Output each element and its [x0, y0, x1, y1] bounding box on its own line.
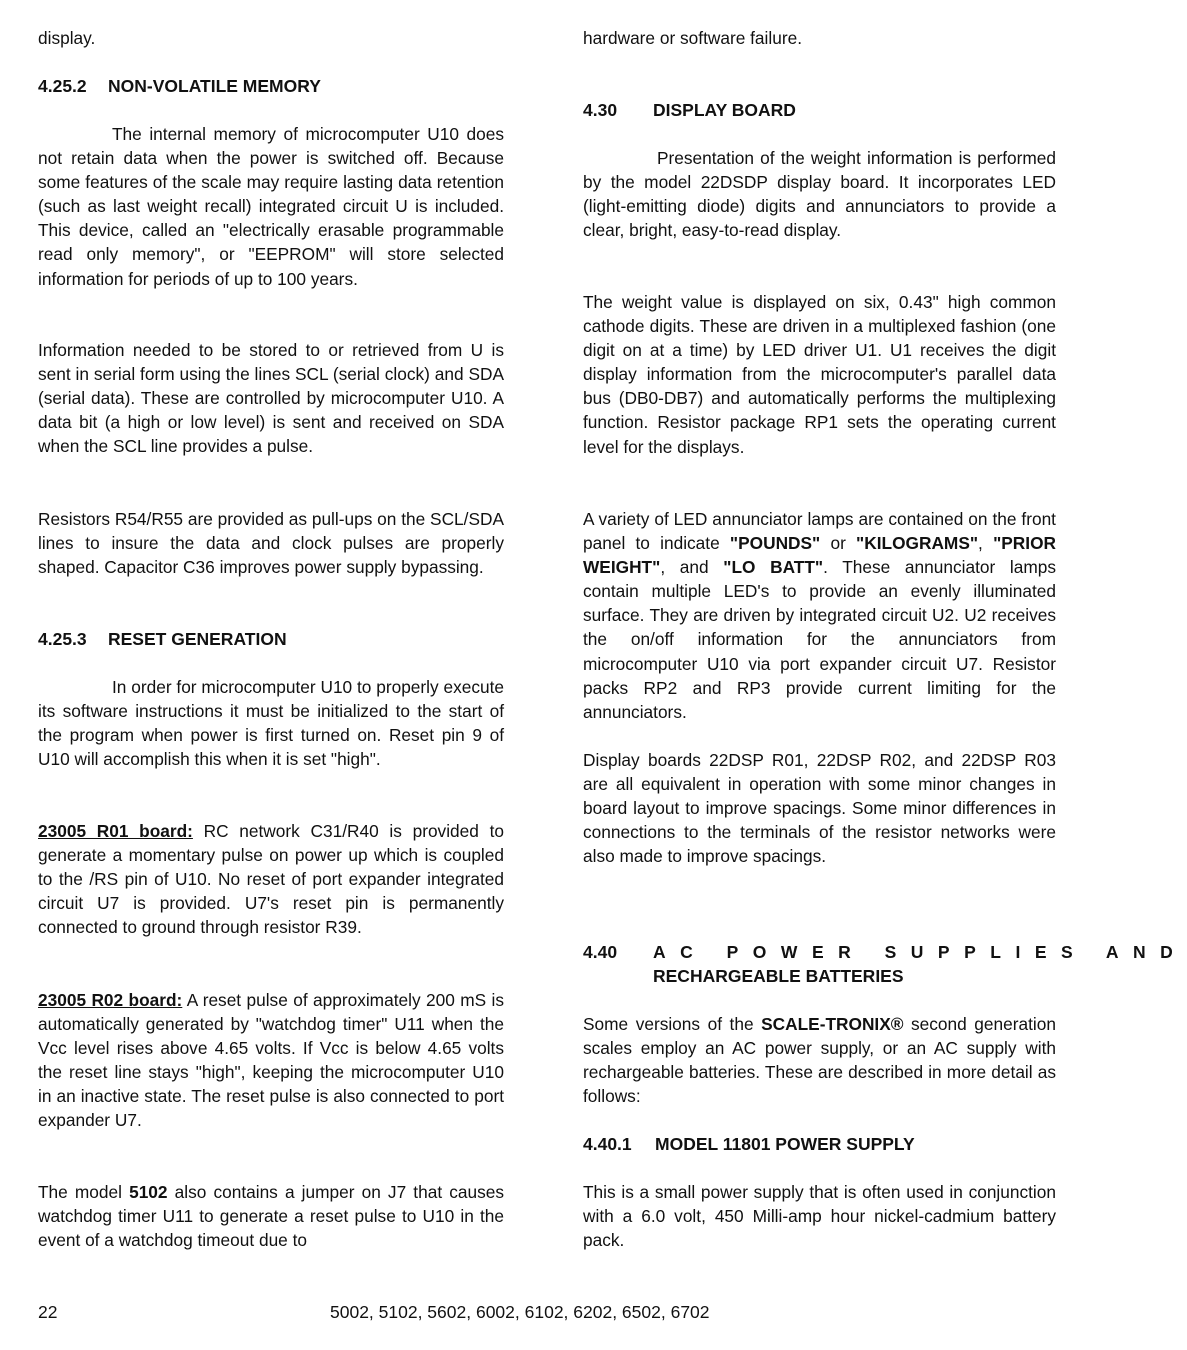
annunciator-label: "KILOGRAMS"	[856, 533, 979, 554]
text-run: Some versions of the	[583, 1014, 762, 1034]
annunciator-label: "POUNDS"	[729, 533, 821, 554]
paragraph: The weight value is displayed on six, 0.43" high common cathode digits. These are driven in a multiplexed fashion (one digit on at a time) by LED driver U1. U1 receives the digit display information from the microcomputer's parallel data bus (DB0-DB7) and automatically performs the multiplexing function. Resistor package RP1 sets the operating current level for the displays.	[583, 292, 1056, 457]
section-title-line: AC POWER SUPPLIES AND	[653, 942, 1187, 962]
section-title: NON-VOLATILE MEMORY	[108, 76, 321, 96]
text-run: . These annunciator lamps contain multiple LED's to provide an evenly illuminated surface. They are driven by integrated circuit U2. U2 receives the on/off information for the annunciators from microcomputer U10 via port expander circuit U7. Resistor packs RP2 and RP3 provide current limiting for the annunciators.	[583, 557, 1056, 722]
paragraph	[583, 1012, 1056, 1108]
section-number: 4.40	[583, 942, 618, 962]
text-run: second generation scales employ an AC power supply, or an AC supply with rechargeable batteries. These are described in more detail as follows:	[583, 1014, 1056, 1107]
paragraph-r01-board	[38, 819, 504, 939]
text-run: The model	[38, 1182, 130, 1202]
section-title: MODEL 11801 POWER SUPPLY	[655, 1134, 915, 1154]
section-heading-4-40	[583, 940, 1187, 988]
paragraph: In order for microcomputer U10 to properly execute its software instructions it must be initialized to the start of the program when power is first turned on. Reset pin 9 of U10 will accomplish this when it is set "high".	[38, 677, 504, 770]
section-title	[653, 940, 1187, 988]
paragraph-text: RC network C31/R40 is provided to generate a momentary pulse on power up which is coupled to the /RS pin of U10. No reset of port expander integrated circuit U7 is provided. U7's reset pin is permanently connected to ground through resistor R39.	[38, 821, 504, 938]
text-run: A variety of LED annunciator lamps are contained on the front panel to indicate	[583, 509, 1056, 554]
carryover-text: display.	[38, 28, 96, 48]
paragraph: Information needed to be stored to or retrieved from U is sent in serial form using the lines SCL (serial clock) and SDA (serial data). These are controlled by microcomputer U10. A data bit (a high or low level) is sent and received on SDA when the SCL line provides a pulse.	[38, 340, 504, 457]
model-list: 5002, 5102, 5602, 6002, 6102, 6202, 6502, 6702	[330, 1302, 710, 1322]
section-heading-4-30	[583, 98, 1056, 122]
paragraph: Resistors R54/R55 are provided as pull-ups on the SCL/SDA lines to insure the data and clock pulses are properly shaped. Capacitor C36 improves power supply bypassing.	[38, 509, 504, 578]
section-title: DISPLAY BOARD	[653, 100, 796, 120]
section-number: 4.40.1	[583, 1134, 632, 1154]
run-in-lead: 23005 R01 board:	[38, 821, 193, 841]
section-heading-4-25-3	[38, 627, 504, 651]
section-number: 4.30	[583, 100, 618, 120]
carryover-text: hardware or software failure.	[583, 28, 802, 48]
text-run: also contains a jumper on J7 that causes watchdog timer U11 to generate a reset pulse to U10 in the event of a watchdog timeout due to	[38, 1182, 504, 1251]
model-number: 5102	[129, 1182, 168, 1202]
paragraph-annunciators	[583, 507, 1056, 724]
section-heading-4-25-2	[38, 74, 504, 98]
run-in-lead: 23005 R02 board:	[38, 990, 183, 1010]
section-heading-4-40-1	[583, 1132, 1056, 1156]
paragraph: Display boards 22DSP R01, 22DSP R02, and 22DSP R03 are all equivalent in operation with some minor changes in board layout to improve spacings. Some minor differences in connections to the terminals of the resistor networks were also made to improve spacings.	[583, 750, 1056, 867]
paragraph: The internal memory of microcomputer U10 does not retain data when the power is switched off. Because some features of the scale may require lasting data retention (such as last weight recall) integrated circuit U is included. This device, called an "electrically erasable programmable read only memory", or "EEPROM" will store selected information for periods of up to 100 years.	[38, 124, 504, 289]
section-number: 4.25.2	[38, 76, 87, 96]
text-run: ,	[978, 533, 994, 554]
paragraph-text: A reset pulse of approximately 200 mS is automatically generated by "watchdog timer" U11 when the Vcc level rises above 4.65 volts. If Vcc is below 4.65 volts the reset line stays "high", keeping the microcomputer U10 in an inactive state. The reset pulse is also connected to port expander U7.	[38, 990, 504, 1131]
paragraph: This is a small power supply that is often used in conjunction with a 6.0 volt, 450 Milli-amp hour nickel-cadmium battery pack.	[583, 1182, 1056, 1251]
paragraph: Presentation of the weight information is performed by the model 22DSDP display board. It incorporates LED (light-emitting diode) digits and annunciators to provide a clear, bright, easy-to-read display.	[583, 148, 1056, 241]
brand-name: SCALE-TRONIX®	[761, 1014, 904, 1034]
section-title: RESET GENERATION	[108, 629, 287, 649]
annunciator-label: "LO BATT"	[723, 557, 824, 578]
paragraph-r02-board	[38, 988, 504, 1133]
section-number: 4.25.3	[38, 629, 87, 649]
text-run: or	[820, 533, 857, 554]
page-number: 22	[38, 1302, 58, 1322]
annunciator-label: "PRIOR WEIGHT"	[583, 533, 1057, 578]
section-title-line: RECHARGEABLE BATTERIES	[653, 966, 904, 986]
paragraph-model-5102	[38, 1180, 504, 1252]
text-run: , and	[660, 557, 724, 578]
